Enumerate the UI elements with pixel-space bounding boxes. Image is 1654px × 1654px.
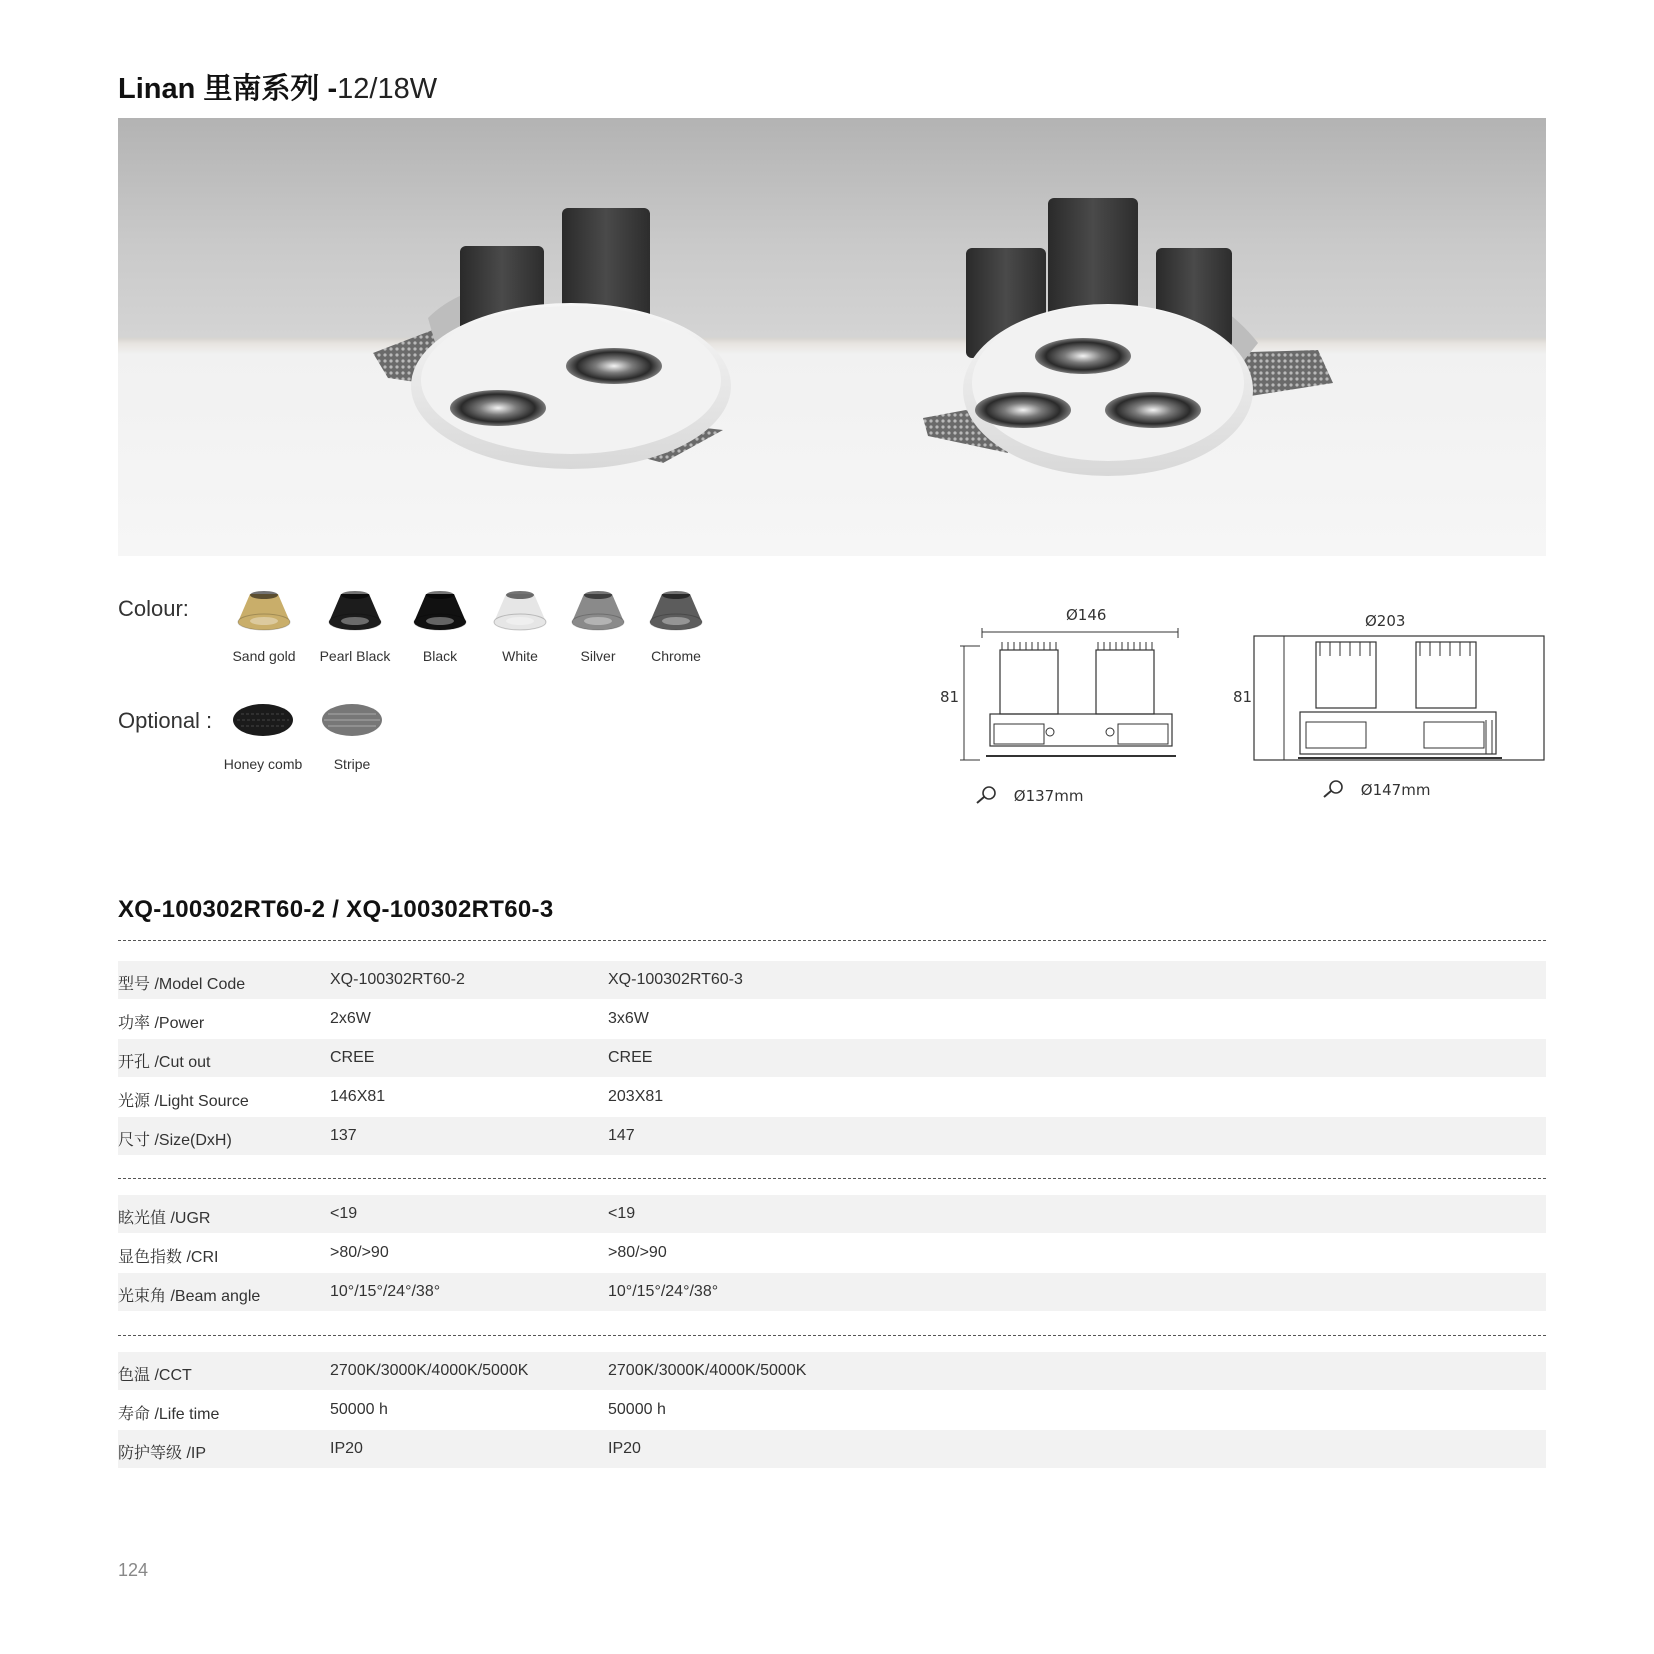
spec-label: 寿命 /Life time <box>118 1406 220 1423</box>
spec-value-model-2: 2x6W <box>330 1010 371 1027</box>
colour-swatch-label: Sand gold <box>232 648 296 664</box>
spec-value-model-3: >80/>90 <box>608 1244 667 1261</box>
optional-swatch-label: Honey comb <box>223 756 303 772</box>
divider <box>118 940 1546 941</box>
spec-value-model-2: >80/>90 <box>330 1244 389 1261</box>
height-dimension-2: 81 <box>1233 688 1253 706</box>
spec-row <box>118 1195 1546 1233</box>
page-number: 124 <box>118 1560 149 1580</box>
two-head-fixture <box>373 208 731 469</box>
spec-value-model-2: 146X81 <box>330 1088 386 1105</box>
spec-value-model-2: CREE <box>330 1049 375 1066</box>
spec-label: 尺寸 /Size(DxH) <box>118 1132 232 1149</box>
spec-value-model-3: 3x6W <box>608 1010 649 1027</box>
colour-label: Colour: <box>118 596 189 621</box>
series-name: 里南系列 - <box>195 73 338 105</box>
cutout-value-2: Ø147mm <box>1360 781 1431 799</box>
cutout-value-1: Ø137mm <box>1013 787 1084 805</box>
dimension-drawing-three-head <box>1250 630 1550 768</box>
spec-value-model-3: 147 <box>608 1127 635 1144</box>
height-dimension-1: 81 <box>940 688 960 706</box>
optional-label: Optional : <box>118 708 213 733</box>
spec-row <box>118 1352 1546 1390</box>
spec-label: 开孔 /Cut out <box>118 1054 211 1071</box>
spec-value-model-2: <19 <box>330 1205 358 1222</box>
spec-label: 型号 /Model Code <box>118 976 246 993</box>
spec-label: 功率 /Power <box>118 1015 205 1032</box>
cutout-saw-icon <box>1322 780 1344 798</box>
colour-swatch-0 <box>236 588 292 634</box>
spec-row <box>118 1273 1546 1311</box>
spec-row <box>118 1117 1546 1155</box>
optional-swatch-label: Stripe <box>333 756 371 772</box>
colour-swatch-label: Pearl Black <box>319 648 391 664</box>
divider <box>118 1178 1546 1179</box>
spec-row <box>118 961 1546 999</box>
spec-value-model-2: XQ-100302RT60-2 <box>330 971 465 988</box>
spec-row <box>118 1234 1546 1272</box>
page-title <box>118 66 437 107</box>
spec-value-model-2: IP20 <box>330 1440 363 1457</box>
spec-row <box>118 1039 1546 1077</box>
spec-row <box>118 1078 1546 1116</box>
dimension-drawing-two-head <box>960 628 1190 768</box>
spec-row <box>118 1430 1546 1468</box>
colour-swatch-1 <box>327 588 383 634</box>
spec-label: 显色指数 /CRI <box>118 1249 219 1266</box>
three-head-fixture <box>923 198 1333 476</box>
optional-swatch-0 <box>231 702 295 738</box>
spec-value-model-3: 10°/15°/24°/38° <box>608 1283 719 1300</box>
product-hero-image <box>118 118 1546 556</box>
divider <box>118 1335 1546 1336</box>
spec-label: 光束角 /Beam angle <box>118 1288 261 1305</box>
spec-value-model-3: CREE <box>608 1049 653 1066</box>
model-title: XQ-100302RT60-2 / XQ-100302RT60-3 <box>118 896 554 923</box>
colour-swatch-4 <box>570 588 626 634</box>
spec-label: 色温 /CCT <box>118 1367 192 1384</box>
colour-swatch-label: Black <box>422 648 458 664</box>
width-dimension-1: Ø146 <box>1066 606 1107 624</box>
brand-name: Linan <box>118 73 196 105</box>
spec-value-model-3: 50000 h <box>608 1401 666 1418</box>
spec-label: 防护等级 /IP <box>118 1445 207 1462</box>
spec-row <box>118 1000 1546 1038</box>
wattage: 12/18W <box>337 73 438 105</box>
colour-swatch-5 <box>648 588 704 634</box>
optional-swatch-1 <box>320 702 384 738</box>
cutout-dimension-2 <box>1322 780 1430 799</box>
spec-value-model-3: XQ-100302RT60-3 <box>608 971 743 988</box>
colour-swatch-label: Chrome <box>651 648 701 664</box>
spec-value-model-3: <19 <box>608 1205 636 1222</box>
cutout-saw-icon <box>975 786 997 804</box>
colour-swatch-label: Silver <box>580 648 616 664</box>
spec-value-model-3: 203X81 <box>608 1088 664 1105</box>
spec-value-model-3: 2700K/3000K/4000K/5000K <box>608 1362 807 1379</box>
product-illustration <box>118 118 1546 556</box>
cutout-dimension-1 <box>975 786 1083 805</box>
spec-value-model-3: IP20 <box>608 1440 641 1457</box>
colour-swatch-3 <box>492 588 548 634</box>
spec-value-model-2: 2700K/3000K/4000K/5000K <box>330 1362 529 1379</box>
spec-label: 眩光值 /UGR <box>118 1210 211 1227</box>
width-dimension-2: Ø203 <box>1365 612 1406 630</box>
colour-swatch-label: White <box>502 648 538 664</box>
spec-value-model-2: 10°/15°/24°/38° <box>330 1283 441 1300</box>
spec-value-model-2: 137 <box>330 1127 357 1144</box>
spec-label: 光源 /Light Source <box>118 1093 249 1110</box>
spec-row <box>118 1391 1546 1429</box>
spec-value-model-2: 50000 h <box>330 1401 388 1418</box>
colour-swatch-2 <box>412 588 468 634</box>
